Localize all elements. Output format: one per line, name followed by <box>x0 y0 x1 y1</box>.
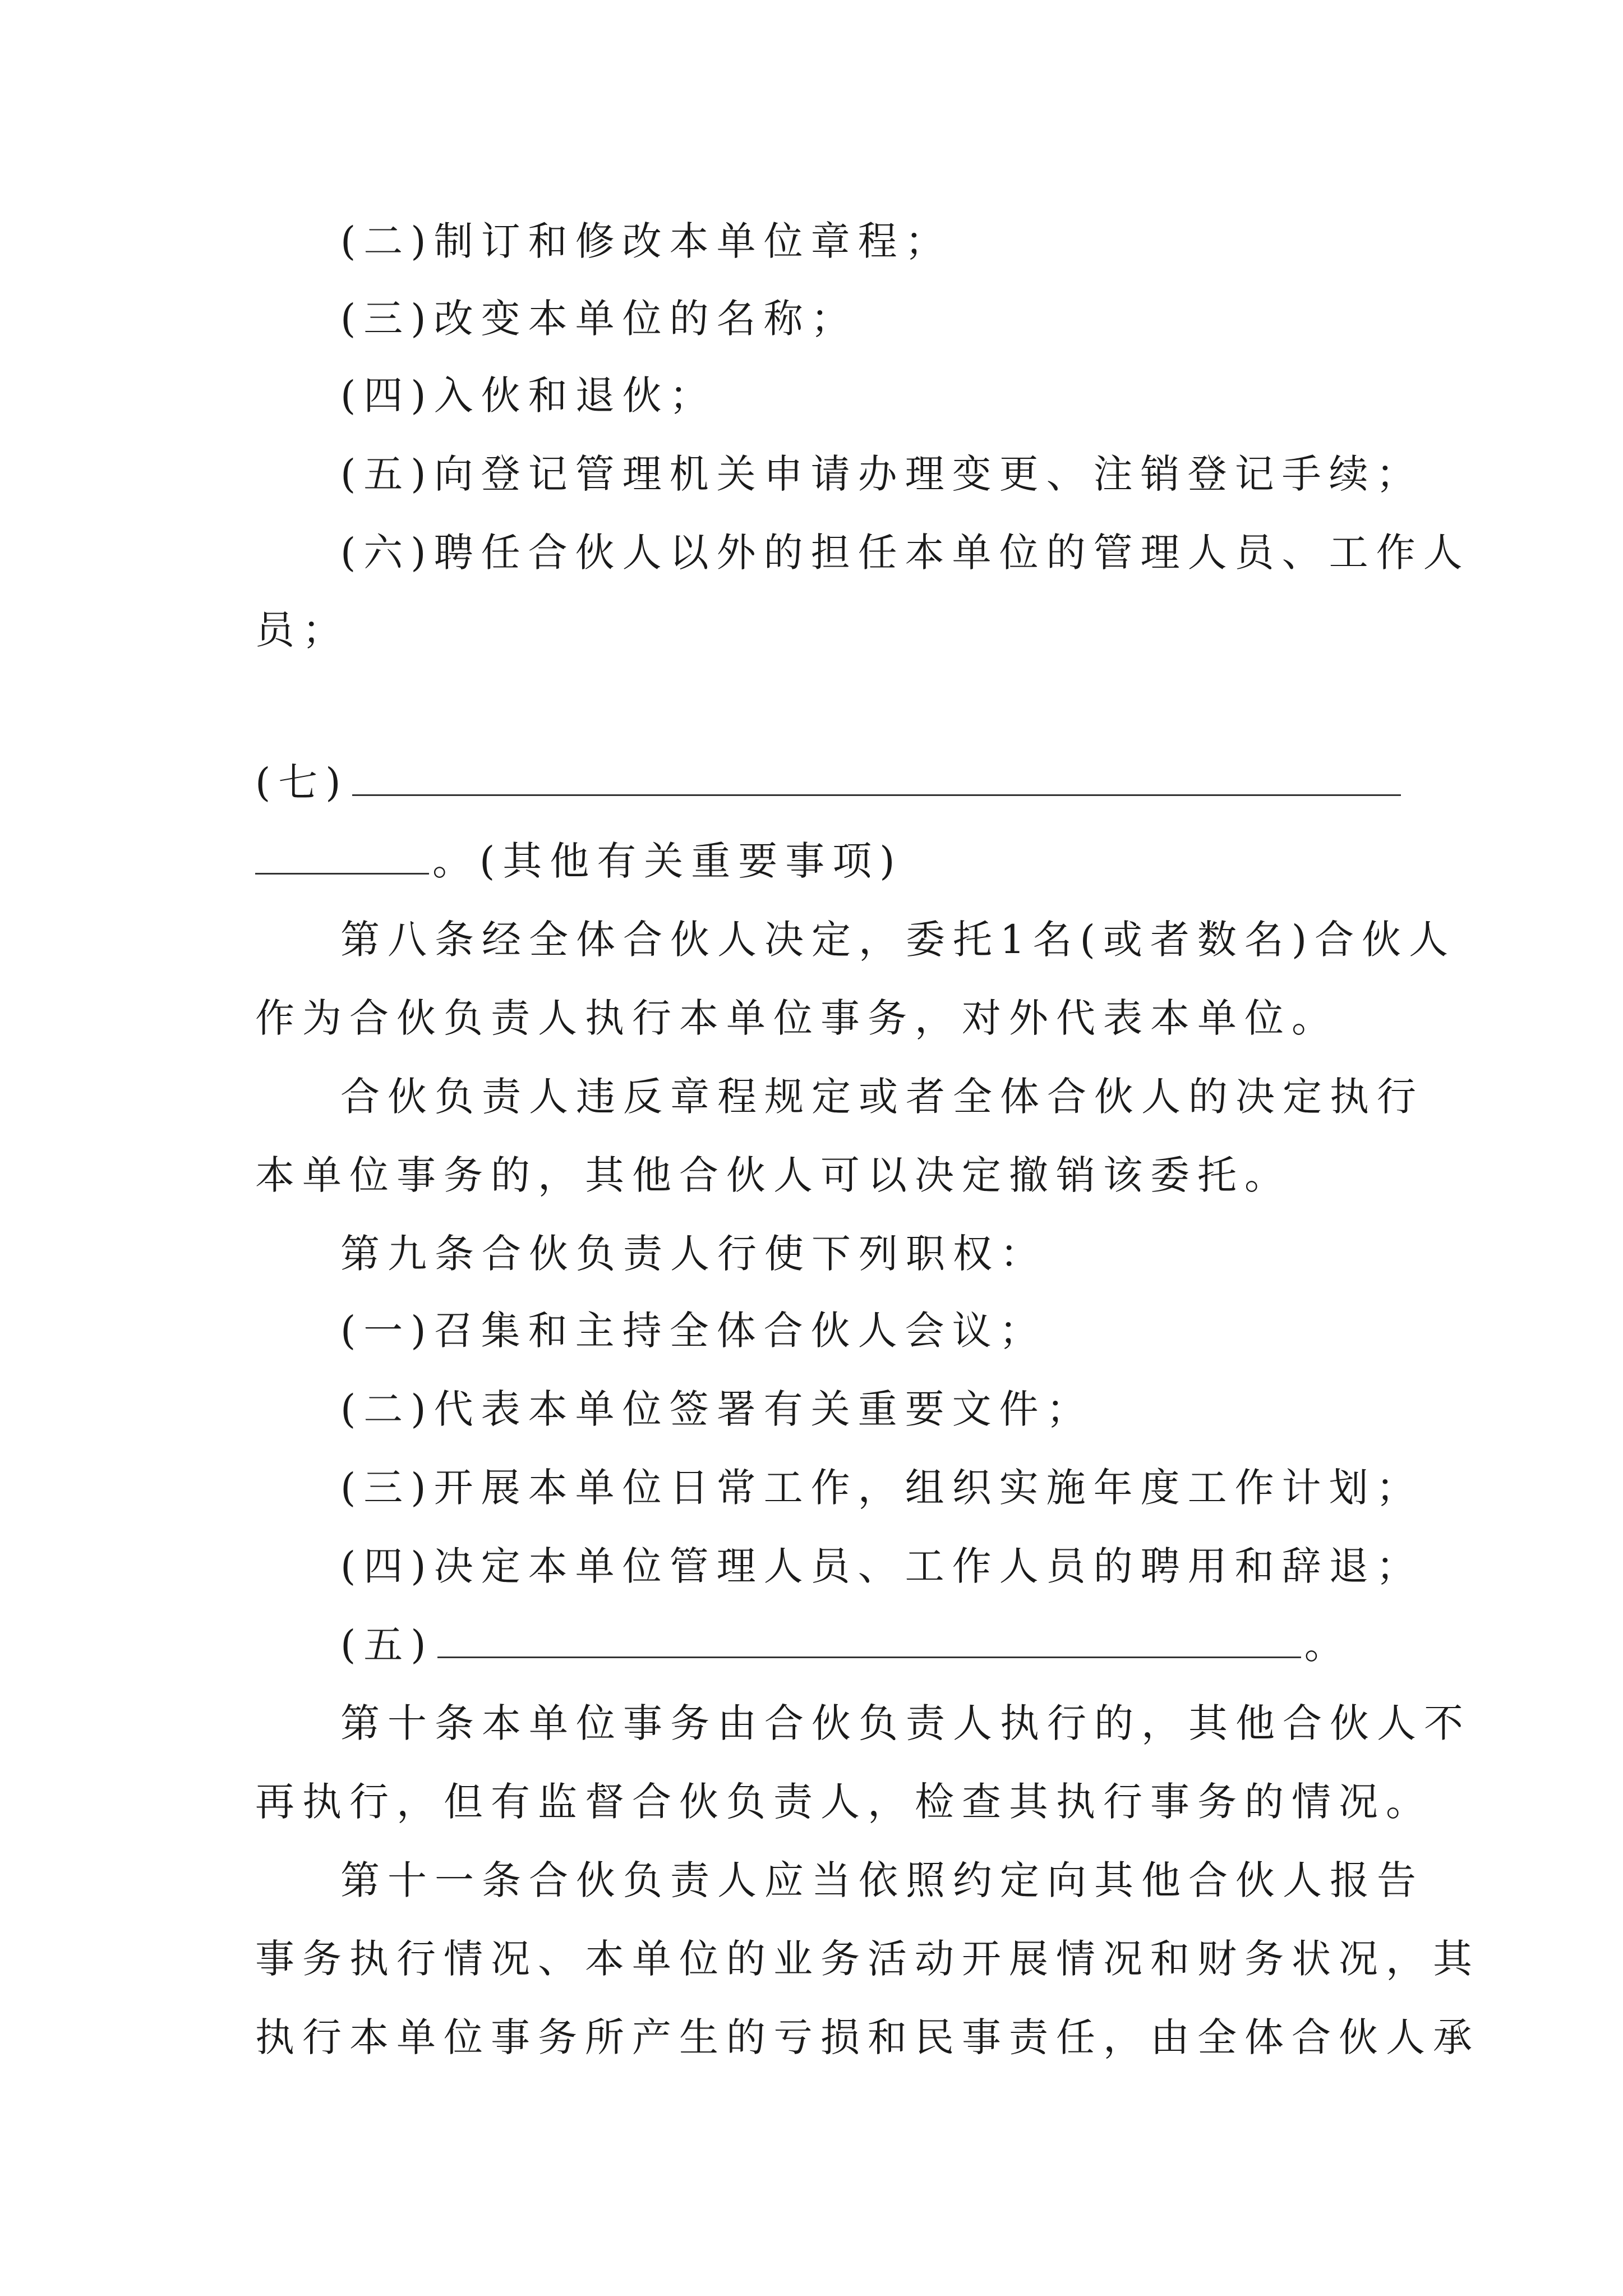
text-line: 员； <box>255 607 349 653</box>
fill-in-line-item-7 <box>255 749 1394 816</box>
fill-in-blank <box>255 834 429 875</box>
text-line: 执行本单位事务所产生的亏损和民事责任，由全体合伙人承 <box>255 2014 1480 2060</box>
text-line: (二)制订和修改本单位章程； <box>340 218 952 264</box>
text-line: (五)向登记管理机关申请办理变更、注销登记手续； <box>340 451 1423 497</box>
text-line: 作为合伙负责人执行本单位事务，对外代表本单位。 <box>255 995 1339 1041</box>
text-line: (二)代表本单位签署有关重要文件； <box>340 1386 1094 1432</box>
item-prefix: (五) <box>340 1622 434 1668</box>
fill-in-line-item-5 <box>340 1611 1479 1678</box>
text-line: 第十一条合伙负责人应当依照约定向其他合伙人报告 <box>340 1857 1424 1903</box>
text-line: (四)入伙和退伙； <box>340 372 717 418</box>
text-line: (四)决定本单位管理人员、工作人员的聘用和辞退； <box>340 1543 1423 1589</box>
text-line: 再执行，但有监督合伙负责人，检查其执行事务的情况。 <box>255 1779 1433 1825</box>
item-prefix: (七) <box>255 760 349 806</box>
text-line: (六)聘任合伙人以外的担任本单位的管理人员、工作人 <box>340 530 1470 576</box>
text-line: 本单位事务的，其他合伙人可以决定撤销该委托。 <box>255 1152 1292 1198</box>
text-line: 第九条合伙负责人行使下列职权： <box>340 1231 1047 1277</box>
text-line: 第十条本单位事务由合伙负责人执行的，其他合伙人不 <box>340 1700 1471 1746</box>
text-line: 事务执行情况、本单位的业务活动开展情况和财务状况，其 <box>255 1936 1480 1982</box>
text-line: (三)改变本单位的名称； <box>340 296 858 342</box>
text-line: 合伙负责人违反章程规定或者全体合伙人的决定执行 <box>340 1074 1424 1120</box>
fill-in-blank <box>352 755 1401 796</box>
fill-in-blank <box>437 1617 1301 1658</box>
item-suffix: 。 <box>1304 1622 1352 1668</box>
text-line: (三)开展本单位日常工作，组织实施年度工作计划； <box>340 1465 1423 1511</box>
fill-in-line-continuation <box>255 827 1394 895</box>
text-line: 第八条经全体合伙人决定，委托1名(或者数名)合伙人 <box>340 917 1456 963</box>
text-line: (一)召集和主持全体合伙人会议； <box>340 1308 1046 1354</box>
item-suffix: 。(其他有关重要事项) <box>432 838 903 884</box>
